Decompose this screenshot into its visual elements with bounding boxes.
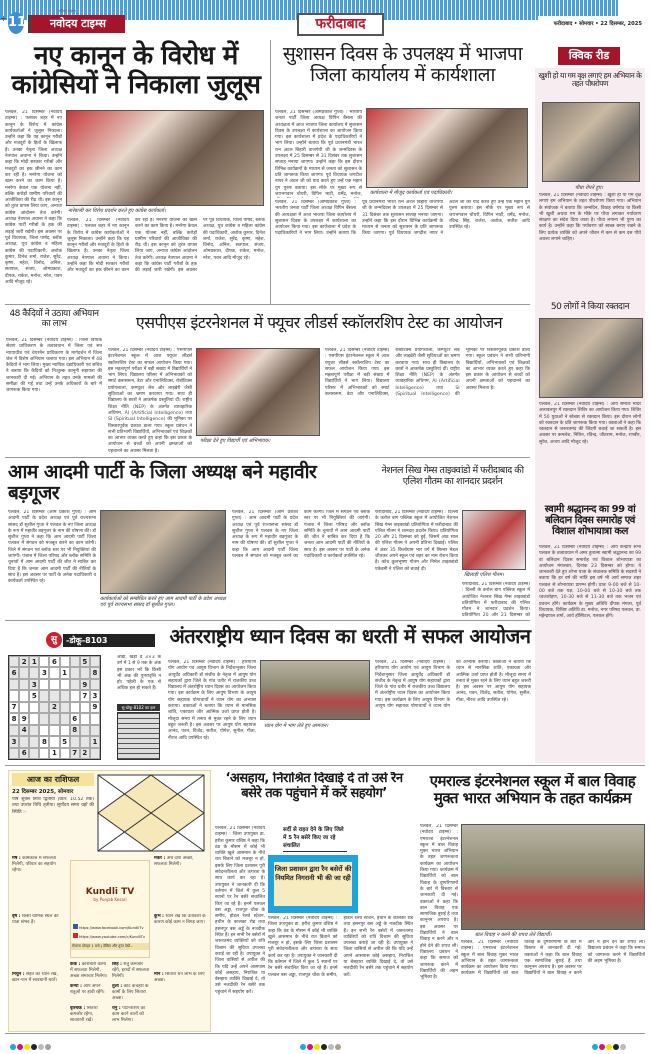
sudoku-cell: 7 — [70, 748, 80, 759]
quick-read-1-caption: पौधा रोपते हुए। — [575, 185, 604, 191]
sudoku-cell: 6 — [9, 667, 19, 678]
emerald-photo — [461, 824, 645, 930]
sudoku-cell: 1 — [90, 736, 100, 747]
sudoku-cell — [39, 748, 49, 759]
rashifal-sign-name: धनु : — [112, 1006, 121, 1011]
rashifal-sign-name: मेष : — [12, 856, 21, 861]
sudoku-cell: 8 — [70, 725, 80, 736]
quick-read-2-body: पलवल, 21 दिसम्बर (नवोदय टाइम्स) : आर्य समाज मंदिर अलावलपुर में रक्तदान शिविर का आयोजन किया गया। शिविर में 50 युवाओं ने स्वेच्छा से रक्तदान किया। इस दौरान लोगों को रक्तदान के प्रति जागरूक किया गया। वक्ताओं ने कहा कि रक्तदान से जरूरतमंद की जिंदगी बचाई जा सकती है। इस अवसर पर कमलेश, नितिन, रविन्द्र, जीतराम, मनोज, रणबीर, सुरेश, अजय आदि मौजूद रहे। — [539, 402, 641, 445]
meditation-headline: अंतरराष्ट्रीय ध्यान दिवस का धरती में सफल आयोजन — [169, 624, 531, 648]
sudoku-cell — [70, 656, 80, 667]
quick-read-1-body: पलवल, 21 दिसम्बर (नवोदय टाइम्स) : खुशी हो या गम वृक्ष लगाएं हम अभियान के तहत पौधरोपण किया गया। अभियान के संयोजक ने बताया कि जन्मदिन, विवाह वर्षगांठ या किसी भी खुशी अथवा गम के मौके पर पौधा लगाकर पर्यावरण संरक्षण का संदेश दिया जाता है। पौधा लगाना भी पुण्य का कार्य है। उन्होंने कहा कि पर्यावरण को स्वच्छ बनाए रखने के लिए प्रत्येक व्यक्ति को अपने जीवन में कम से कम दस पौधे अवश्य लगाने चाहिए। — [539, 193, 641, 243]
rashifal-panchang: पौष शुक्ल तिथि द्वितीया (प्रात: 10.52 तक) तथा उपरांत तिथि तृतीया। सूर्योदय समय ग्रहों की स्थिति :- — [12, 797, 94, 815]
quick-read-1-photo — [542, 102, 640, 182]
rashifal-sign — [12, 972, 66, 1028]
rashifal-sign-name: वृश्चिक : — [70, 1006, 86, 1011]
rashifal-sign — [112, 1006, 150, 1027]
registration-mark: + — [0, 14, 7, 23]
sudoku-cell: 2 — [49, 702, 59, 713]
rashifal-sign-name: कुंभ : — [154, 914, 164, 919]
sudoku-cell: 9 — [19, 713, 29, 724]
meditation-caption: ध्यान योग में भाग लेते हुए आमजन। — [264, 723, 329, 729]
rashifal-sign-name: सिंह : — [112, 962, 122, 967]
rashifal-sign-name: मकर : — [154, 856, 166, 861]
lead-headline: नए कानून के विरोध में कांग्रेसियों ने निकाला जुलूस — [11, 41, 261, 101]
sudoku-cell — [19, 679, 29, 690]
sudoku-cell: 6 — [70, 713, 80, 724]
sudoku-cell — [90, 748, 100, 759]
taekwondo-headline: नेशनल सिख गेम्स ताइक्वांडो में फरीदाबाद की एलिश गौतम का शानदार प्रदर्शन — [381, 465, 524, 487]
sudoku-cell — [90, 656, 100, 667]
sudoku-cell: 5 — [80, 656, 90, 667]
sudoku-cell — [19, 736, 29, 747]
emerald-headline: एमराल्ड इंटरनेशनल स्कूल में बाल विवाह मुक्त भारत अभियान के तहत कार्यक्रम — [429, 773, 636, 807]
sudoku-cell — [80, 667, 90, 678]
rashifal-sign — [154, 856, 208, 912]
rashifal-sign — [70, 984, 108, 1005]
sudoku-cell — [80, 725, 90, 736]
kundli-tv-footer: रोजाना दोपहर 1 बजे | देखिए और तुरंत देखें... — [71, 943, 149, 950]
emerald-body-left: पलवल, 21 दिसम्बर (नवोदय टाइम्स) : एमराल्ड इंटरनेशनल स्कूल में बाल विवाह मुक्त भारत अभियान के तहत जागरूकता कार्यक्रम का आयोजन किया गया। कार्यक्रम में विद्यार्थियों को बाल विवाह के दुष्परिणामों के बारे में विस्तार से जानकारी दी गई। वक्ताओं ने कहा कि बाल विवाह एक सामाजिक बुराई है तथा कानूनन अपराध है। इस अवसर पर विद्यार्थियों ने बाल विवाह न करने और न होने देने की शपथ ली। विद्यालय प्रबंधन ने कहा कि समाज को जागरूक करने में विद्यार्थियों की अहम भूमिका है। — [420, 824, 458, 981]
quick-read-3-body: पलवल, 21 दिसम्बर (नवोदय टाइम्स) : आर्य केन्द्रीय सभा पलवल के तत्वावधान में अमर हुतात्मा स्वामी श्रद्धानन्द का 99 वां बलिदान दिवस समारोह एवं विशाल शोभायात्रा का आयोजन मंगलवार, दिनांक 23 दिसम्बर को होगा। ये जानकारी देते हुए शोभा यात्रा के संचालक समिति के सदस्यों ने बताया कि हर वर्ष की भांति इस वर्ष भी आर्य समाज शहर पलवल से शोभायात्रा प्रारम्भ होगी। प्रातः 9-00 बजे से 10-00 बजे तक यज्ञ, 10-00 बजे से 10-30 बजे तक ध्वजारोहण, 10-30 बजे से 11-30 बजे तक भजन एवं प्रवचन होंगे। कार्यक्रम के मुख्य अतिथि दीपक मंगला, पूर्व विधायक, विशिष्ट अतिथि डा. मनोज, नगर परिषद पलवल, डा. महेन्द्रपाल शर्मा, आर्य हॉस्पिटल, पलवल होंगे। — [539, 545, 641, 620]
rashifal-sign-text: किसी धार्मिक स्थल की यात्रा संभव है। — [12, 914, 59, 925]
sudoku-cell — [60, 748, 70, 759]
sudoku-instructions: आड़ी, खड़ी व 3×3 के वर्ग में 1 से 9 तक के अंक इस प्रकार भरें कि किसी भी अंक की पुनरावृत्ति न हो। पहेली के एक से अधिक हल हो सकते हैं। — [117, 655, 161, 692]
rashifal-sign — [70, 1006, 108, 1027]
sudoku-cell: 5 — [29, 690, 39, 701]
footer-rule — [5, 1033, 645, 1034]
rashifal-sign — [12, 856, 66, 912]
sudoku-cell — [39, 725, 49, 736]
rashifal-sign-text: कारोबारी कामों में सफलता मिलेगी, अच्छा समाचार मिलेगा। — [70, 962, 108, 979]
sudoku-cell: 2 — [80, 748, 90, 759]
section-rule — [5, 457, 530, 458]
aap-photo — [100, 510, 226, 594]
sudoku-cell — [70, 690, 80, 701]
sudoku-cell — [70, 679, 80, 690]
aap-body-intro: पलवल, 21 दिसम्बर (ओम प्रकाश गुप्ता) : आम आदमी पार्टी के प्रदेश अध्यक्ष एवं पूर्व राज्यसभा सांसद डॉ सुशील गुप्ता ने पलवल के नए जिला अध्यक्ष के रूप में महावीर बड़गूजर के नाम की घोषणा की। डॉ सुशील गुप्ता ने कहा कि आम आदमी पार्टी जिला पलवल में संगठन को मजबूत करने का काम करेगी। जिले में संगठन एवं ब्लॉक स्तर पर भी नियुक्तियां की जाएंगी। पंजाब में जिला परिषद और ब्लॉक समिति के चुनावों में आम आदमी पार्टी की जीत ने साबित कर दिया है कि जनता आम आदमी पार्टी की नीतियों के साथ है। इस अवसर पर पार्टी के अनेक पदाधिकारी व कार्यकर्ता उपस्थित रहे। — [8, 510, 96, 585]
sudoku-cell: 3 — [39, 667, 49, 678]
meditation-photo — [260, 660, 370, 720]
sudoku-cell: 9 — [90, 702, 100, 713]
taekwondo-body: फरीदाबाद, 21 दिसम्बर (नवोदय टाइम्स) : दिल्ली के करोल बाग पब्लिक स्कूल में आयोजित नेशनल सिख गेम्स ताइक्वांडो प्रतियोगिता में फरीदाबाद की एलिश गौतम ने शानदार प्रदर्शन किया। प्रतियोगिता 20 और 21 दिसम्बर को हुई, जिसमें आठ साल की एलिश गौतम ने अपनी प्रतिभा दिखाई। एलिश ने अंडर 35 किलोग्राम भार वर्ग में सिल्वर मेडल जीतकर अपने स्कूल एवं शहर का नाम रोशन किया है। कोच कुलभूषण गौतम और निर्मल ताइक्वांडो एकेडमी ने एलिश को बधाई दी। — [375, 510, 458, 572]
sudoku-cell — [60, 702, 70, 713]
aap-headline: आम आदमी पार्टी के जिला अध्यक्ष बने महावीर बड़गूजर — [8, 461, 317, 505]
prisoners-headline: 48 कैदियों ने उठाया अभियान का लाभ — [9, 309, 99, 330]
sudoku-cell — [60, 713, 70, 724]
rashifal-sign-name: वृष : — [12, 914, 21, 919]
quick-read-2-photo — [539, 318, 643, 398]
shelter-body-left: पलवल, 21 दिसम्बर (नवोदय टाइम्स) : जिला उपायुक्त डा. हरीश कुमार वशिष्ठ ने कहा कि ठंड के मौसम में कोई भी व्यक्ति खुले आसमान के नीचे रात बिताने को मजबूर न हो, इसके लिए जिला प्रशासन पूरी संवेदनशीलता और तत्परता के साथ कार्य कर रहा है। उपायुक्त ने जानकारी दी कि वर्तमान में जिले में कुल 5 स्थानों पर रैन बसेरे संचालित किए जा रहे हैं। इनमें पलवल बस अड्डा, राजपूत चौक के समीप, होडल रेलवे स्टेशन, हथीन के कालका रोड तथा हसनपुर बस अड्डे के नजदीक स्थित हैं। इन सभी रैन बसेरों में जरूरतमंद व्यक्तियों को रात्रि विश्राम की सुविधा उपलब्ध कराई जा रही है। उपायुक्त ने जिला वासियों से अपील की कि यदि उन्हें अपने आसपास कोई असहाय, निराश्रित या बेसहारा व्यक्ति दिखाई दे, तो उसे नजदीकी रैन बसेरे तक पहुंचाने में सहयोग करें। — [215, 826, 265, 995]
sudoku-cell — [49, 725, 59, 736]
section-city-tag: फरीदाबाद — [297, 13, 384, 36]
sudoku-cell — [29, 725, 39, 736]
sudoku-cell — [60, 679, 70, 690]
sudoku-cell: 1 — [29, 656, 39, 667]
aap-body: पलवल, 21 दिसम्बर (ओम प्रकाश गुप्ता) : आम आदमी पार्टी के प्रदेश अध्यक्ष एवं पूर्व राज्यसभा सांसद डॉ सुशील गुप्ता ने पलवल के नए जिला अध्यक्ष के रूप में महावीर बड़गूजर के नाम की घोषणा की। डॉ सुशील गुप्ता ने कहा कि आम आदमी पार्टी जिला पलवल में संगठन को मजबूत करने का काम करेगी। जिले में संगठन एवं ब्लॉक स्तर पर भी नियुक्तियां की जाएंगी। पंजाब में जिला परिषद और ब्लॉक समिति के चुनावों में आम आदमी पार्टी की जीत ने साबित कर दिया है कि जनता आम आदमी पार्टी की नीतियों के साथ है। इस अवसर पर पार्टी के अनेक पदाधिकारी व कार्यकर्ता उपस्थित रहे। — [232, 510, 370, 560]
rashifal-sign-text: पार्टनरशिप का काम करने वालों को लाभ मिलेगा। — [112, 1006, 146, 1023]
rashifal-sign-name: तुला : — [112, 984, 123, 989]
sps-body: पलवल, 21 दिसम्बर (नवोदय टाइम्स) : एसपीएस इंटरनेशनल स्कूल में आज फ्यूचर लीडर्स स्कॉलरशिप टेस्ट का सफल आयोजन किया गया। इस महत्वपूर्ण परीक्षा में बड़ी संख्या में विद्यार्थियों ने भाग लिया। विद्यालय परिसर में अभिभावकों को स्मार्ट क्लासरूम, डेटा और एनालिटिक्स, रोबोटिक्स प्रयोगशाला, कम्प्यूटर लैब और लाइब्रेरी जैसी सुविधाओं का भ्रमण करवाया गया। साथ ही विद्यालय के छात्रों ने आकर्षक प्रस्तुतियां दीं। राष्ट्रीय शिक्षा नीति (NEP) के अंतर्गत व्यावहारिक अधिगम, AI (Artificial Intelligence) तथा SI (Spiritual Intelligence) की भूमिका पर विस्तारपूर्वक प्रकाश डाला गया। स्कूल प्रबंधन ने सभी प्रतिभागी विद्यार्थियों, अभिभावकों एवं शिक्षकों का आभार व्यक्त करते हुए कहा कि इस प्रकार के आयोजन से बच्चों को अपनी क्षमताओं को पहचानने का अवसर मिलता है। — [325, 348, 530, 398]
sudoku-cell: 4 — [19, 725, 29, 736]
lead-body-intro: पलवल, 21 दिसम्बर (नवोदय टाइम्स) : पलवल शहर में नए कानून के विरोध में कांग्रेस कार्यकर्ताओं ने जुलूस निकाला। उन्होंने कहा कि यह कानून गरीबों और मजदूरों के हितों के खिलाफ है। उनका नेतृत्व जिला अध्यक्ष नेत्रपाल अधाना ने किया। उन्होंने कहा कि मोदी सरकार गरीबों और मजदूरों का हक छीनने का काम कर रही है। मनरेगा योजना को खत्म करने का काम किया है। मनरेगा केवल एक योजना नहीं, बल्कि करोड़ों ग्रामीण परिवारों की आजीविका की रीढ़ थी। इस कानून को तुरंत वापस लिया जाए, अन्यथा कांग्रेस आंदोलन तेज करेगी। अध्यक्ष नेत्रपाल अधाना ने कहा कि कांग्रेस पार्टी गरीबों के हक की लड़ाई जारी रखेगी। इस अवसर पर पूर्व विधायक, जिला पार्षद, ब्लॉक अध्यक्ष, यूथ कांग्रेस व महिला कांग्रेस की पदाधिकारी, अशोक कुमार, दिनेश शर्मा, राजेश, सुरेंद्र, कृष्ण, महेश, विनोद, अनिल, सतपाल, संजय, ओमप्रकाश, दीपक, राकेश, मनोज, नरेश, पवन आदि मौजूद रहे। — [5, 110, 62, 286]
sudoku-cell — [70, 736, 80, 747]
kundli-chart — [97, 774, 205, 852]
bjp-photo — [366, 108, 528, 188]
sudoku-cell: 2 — [19, 656, 29, 667]
facebook-icon — [73, 924, 78, 929]
sudoku-cell — [19, 667, 29, 678]
dateline: फरीदाबाद • सोमवार • 22 दिसम्बर, 2025 — [538, 16, 642, 32]
facebook-url: https://www.facebook.com/KundliTv — [79, 926, 144, 930]
sudoku-cell — [90, 679, 100, 690]
sudoku-cell — [29, 702, 39, 713]
sudoku-cell: 3 — [90, 690, 100, 701]
sudoku-cell — [39, 679, 49, 690]
sudoku-cell — [80, 713, 90, 724]
sudoku-cell — [60, 725, 70, 736]
taekwondo-caption: खिलाड़ी एलिश गौतम। — [464, 572, 504, 578]
kundli-tv-brand: Kundli TV — [85, 887, 135, 897]
sudoku-cell: 3 — [9, 736, 19, 747]
sudoku-solution-grid — [117, 712, 160, 760]
rashifal-sign-text: ध्यान रखें कि उतावली के कारण कोई काम न बिगड़ जाए। — [154, 914, 206, 925]
sudoku-cell — [49, 667, 59, 678]
sudoku-cell — [9, 656, 19, 667]
sudoku-cell — [39, 690, 49, 701]
prisoners-body: पलवल, 21 दिसम्बर (नवोदय टाइम्स) : जिला विधिक सेवाएं प्राधिकरण के तत्वावधान में जिला एवं सत्र न्यायाधीश एवं चेयरमैन प्राधिकरण के मार्गदर्शन में जिला जेल में विशेष अभियान चलाया गया। इस अभियान में 48 कैदियों ने भाग लिया। मुख्य न्यायिक दंडाधिकारी एवं सचिव ने बताया कि कैदियों को निःशुल्क कानूनी सहायता की जानकारी दी गई। अभियान के तहत उनके मामलों की समीक्षा की गई तथा उन्हें उनके अधिकारों के बारे में जागरूक किया गया। — [6, 338, 102, 394]
sudoku-cell — [49, 713, 59, 724]
shelter-subhead: सर्दी से राहत देने के लिए जिले में 5 रैन बसेरे किए जा रहे संचालित — [283, 826, 347, 852]
rashifal-sign-name: मिथुन : — [12, 972, 25, 977]
sps-headline: एसपीएस इंटरनेशनल में फ्यूचर लीडर्स स्कॉलरशिप टेस्ट का आयोजन — [135, 313, 503, 332]
sudoku-cell: 5 — [60, 736, 70, 747]
kundli-tv-tagline: by Punjab Kesari — [93, 897, 127, 902]
lead-body: पलवल, 21 दिसम्बर (नवोदय टाइम्स) : पलवल शहर में नए कानून के विरोध में कांग्रेस कार्यकर्ताओं ने जुलूस निकाला। उन्होंने कहा कि यह कानून गरीबों और मजदूरों के हितों के खिलाफ है। उनका नेतृत्व जिला अध्यक्ष नेत्रपाल अधाना ने किया। उन्होंने कहा कि मोदी सरकार गरीबों और मजदूरों का हक छीनने का काम कर रही है। मनरेगा योजना को खत्म करने का काम किया है। मनरेगा केवल एक योजना नहीं, बल्कि करोड़ों ग्रामीण परिवारों की आजीविका की रीढ़ थी। इस कानून को तुरंत वापस लिया जाए, अन्यथा कांग्रेस आंदोलन तेज करेगी। अध्यक्ष नेत्रपाल अधाना ने कहा कि कांग्रेस पार्टी गरीबों के हक की लड़ाई जारी रखेगी। इस अवसर पर पूर्व विधायक, जिला पार्षद, ब्लॉक अध्यक्ष, यूथ कांग्रेस व महिला कांग्रेस की पदाधिकारी, अशोक कुमार, दिनेश शर्मा, राजेश, सुरेंद्र, कृष्ण, महेश, विनोद, अनिल, सतपाल, संजय, ओमप्रकाश, दीपक, राकेश, मनोज, नरेश, पवन आदि मौजूद रहे। — [67, 218, 265, 274]
rashifal-sign-name: कर्क : — [70, 962, 81, 967]
section-rule — [5, 304, 530, 305]
sudoku-cell — [9, 679, 19, 690]
sudoku-cell — [60, 656, 70, 667]
masthead-small-label: नवोदय टाइम्स — [58, 9, 76, 13]
sudoku-cell — [80, 702, 90, 713]
sudoku-solution-title: सु-डोकू-8102 का हल — [117, 704, 160, 711]
kundli-tv-ad — [70, 860, 150, 958]
sudoku-cell — [9, 748, 19, 759]
quick-read-1-headline: खुशी हो या गम वृक्ष लगाएं हम अभियान के तहत पौधरोपण — [538, 71, 642, 89]
quick-read-2-headline: 50 लोगों ने किया रक्तदान — [550, 302, 630, 312]
shelter-body: पलवल, 21 दिसम्बर (नवोदय टाइम्स) : जिला उपायुक्त डा. हरीश कुमार वशिष्ठ ने कहा कि ठंड के मौसम में कोई भी व्यक्ति खुले आसमान के नीचे रात बिताने को मजबूर न हो, इसके लिए जिला प्रशासन पूरी संवेदनशीलता और तत्परता के साथ कार्य कर रहा है। उपायुक्त ने जानकारी दी कि वर्तमान में जिले में कुल 5 स्थानों पर रैन बसेरे संचालित किए जा रहे हैं। इनमें पलवल बस अड्डा, राजपूत चौक के समीप, होडल रेलवे स्टेशन, हथीन के कालका रोड तथा हसनपुर बस अड्डे के नजदीक स्थित हैं। इन सभी रैन बसेरों में जरूरतमंद व्यक्तियों को रात्रि विश्राम की सुविधा उपलब्ध कराई जा रही है। उपायुक्त ने जिला वासियों से अपील की कि यदि उन्हें अपने आसपास कोई असहाय, निराश्रित या बेसहारा व्यक्ति दिखाई दे, तो उसे नजदीकी रैन बसेरे तक पहुंचाने में सहयोग करें। — [268, 916, 413, 978]
facebook-link[interactable] — [71, 924, 149, 930]
sudoku-cell: 3 — [29, 679, 39, 690]
sudoku-cell: 8 — [90, 667, 100, 678]
sudoku-cell — [90, 725, 100, 736]
rashifal-sign-text: कामकाज में सफलता मिलेगी, परिवार का सहयोग रहेगा। — [12, 856, 57, 873]
masthead-logo: नवोदय टाइम्स — [28, 15, 125, 33]
rashifal-sign — [12, 914, 66, 970]
sudoku-cell: 8 — [9, 713, 19, 724]
rashifal-sign-text: अर्थ दशा अच्छी, सफलता मिलेगी। — [154, 856, 194, 867]
rashifal-sign-text: शत्रु कमजोर रहेंगे, इरादों में सफलता मिलेगी। — [112, 962, 150, 979]
rashifal-sign — [112, 984, 150, 1005]
section-rule — [5, 765, 645, 766]
sudoku-cell: 7 — [80, 690, 90, 701]
sps-caption: परीक्षा देते हुए विद्यार्थी एवं अभिभावक। — [200, 438, 271, 444]
bjp-body: पलवल, 21 दिसम्बर (ओमप्रकाश गुप्ता) : भारतीय जनता पार्टी जिला अध्यक्ष विपिन बैंसला की अध्यक्षता में आज भाजपा जिला कार्यालय में सुशासन दिवस के उपलक्ष्य में कार्यशाला का आयोजन किया गया। इस कार्यशाला में प्रदेश के पदाधिकारियों ने भाग लिया। उन्होंने बताया कि पूर्व प्रधानमंत्री भारत रत्न अटल बिहारी वाजपेयी जी के जन्मदिवस के उपलक्ष्य में 25 दिसम्बर से 31 दिसंबर तक सुशासन सप्ताह मनाया जाएगा। उन्होंने कहा कि इस दौरान विभिन्न कार्यक्रमों के माध्यम से जनता को सुशासन के प्रति जागरूक किया जाएगा। पूर्व विधायक जगदीश नायर ने अटल जी को याद करते हुए उन्हें एक महान युग पुरुष बताया। इस मौके पर मुख्य रूप से जयभगवान चौधरी, विपिन भाटी, धर्मेंद्र, मनोज, रविन्द्र सिंह, राजेश, अशोक, सतीश आदि उपस्थित रहे। — [275, 200, 530, 237]
rashifal-sign — [154, 914, 208, 970]
lead-caption: नारेबाजी कर विरोध प्रदर्शन करते हुए कांग्रेस कार्यकर्ता। — [68, 208, 166, 214]
quick-read-label: क्विक रीड — [558, 47, 620, 65]
sudoku-cell — [49, 679, 59, 690]
sudoku-cell — [19, 702, 29, 713]
sudoku-cell — [49, 690, 59, 701]
bjp-headline: सुशासन दिवस के उपलक्ष्य में भाजपा जिला कार्यालय में कार्यशाला — [282, 43, 523, 87]
taekwondo-body-lower: फरीदाबाद, 21 दिसम्बर (नवोदय टाइम्स) : दिल्ली के करोल बाग पब्लिक स्कूल में आयोजित नेशनल सिख गेम्स ताइक्वांडो प्रतियोगिता में फरीदाबाद की एलिश गौतम ने शानदार प्रदर्शन किया। प्रतियोगिता 20 और 21 दिसम्बर को — [462, 582, 530, 618]
meditation-body: पलवल, 21 दिसम्बर (नवोदय टाइम्स) : हरियाणा योग आयोग एवं आयुष विभाग के निर्देशानुसार जिला आयुर्वेद अधिकारी डॉ संजीव के नेतृत्व में आयुष योग सहायकों द्वारा जिले के गांव धतीर में राजकीय उच्च विद्यालय में अंतर्राष्ट्रीय ध्यान दिवस का आयोजन किया गया। इस कार्यक्रम के लिए आयुष विभाग के आयुष योग सहायक योगाचार्यों ने ध्यान योग का अभ्यास कराया। वक्ताओं ने बताया कि ध्यान से मानसिक शांति, एकाग्रता और आत्मिक उर्जा प्राप्त होती है। मौजूदा समय में तनाव से मुक्त रहने के लिए ध्यान बहुत जरूरी है। इस अवसर पर आयुष योग सहायक आनंद, पवन, विजेंद्र, सतीश, योगेश, सुनील, गीता, नीरज आदि उपस्थित रहे। — [375, 660, 531, 710]
shelter-headline: ‘असहाय, निराश्रित दिखाई दे तो उसे रैन बसेरे तक पहुंचाने में करें सहयोग’ — [225, 772, 403, 801]
sudoku-title: -डोकू-8103 — [63, 634, 155, 647]
sudoku-cell — [60, 690, 70, 701]
rashifal-title: आज का राशिफल — [12, 773, 94, 786]
aap-caption: कार्यकर्ताओं को सम्बोधित करते हुए आम आदमी पार्टी के प्रदेश अध्यक्ष एवं पूर्व राज्यसभा सांसद डॉ सुशील गुप्ता। — [100, 596, 226, 608]
rashifal-sign-text: सेहत का ध्यान रखें, खान-पान में सावधानी बरतें। — [12, 972, 58, 983]
sudoku-cell — [70, 667, 80, 678]
sudoku-grid — [8, 655, 101, 760]
sudoku-cell — [9, 690, 19, 701]
sudoku-cell — [9, 725, 19, 736]
youtube-link[interactable] — [71, 933, 149, 939]
rashifal-sign — [154, 972, 208, 1028]
sudoku-title-letter: सु — [46, 632, 62, 648]
shelter-callout: जिला प्रशासन द्वारा रैन बसेरों की नियमित निगरानी भी की जा रही — [274, 862, 352, 906]
sps-body-intro: पलवल, 21 दिसम्बर (नवोदय टाइम्स) : एसपीएस इंटरनेशनल स्कूल में आज फ्यूचर लीडर्स स्कॉलरशिप टेस्ट का सफल आयोजन किया गया। इस महत्वपूर्ण परीक्षा में बड़ी संख्या में विद्यार्थियों ने भाग लिया। विद्यालय परिसर में अभिभावकों को स्मार्ट क्लासरूम, डेटा और एनालिटिक्स, रोबोटिक्स प्रयोगशाला, कम्प्यूटर लैब और लाइब्रेरी जैसी सुविधाओं का भ्रमण करवाया गया। साथ ही विद्यालय के छात्रों ने आकर्षक प्रस्तुतियां दीं। राष्ट्रीय शिक्षा नीति (NEP) के अंतर्गत व्यावहारिक अधिगम, AI (Artificial Intelligence) तथा SI (Spiritual Intelligence) की भूमिका पर विस्तारपूर्वक प्रकाश डाला गया। स्कूल प्रबंधन ने सभी प्रतिभागी विद्यार्थियों, अभिभावकों एवं शिक्षकों का आभार व्यक्त करते हुए कहा कि इस प्रकार के आयोजन से बच्चों को अपनी क्षमताओं को पहचानने का अवसर मिलता है। — [108, 348, 192, 454]
sudoku-cell — [49, 736, 59, 747]
sudoku-cell — [80, 736, 90, 747]
rashifal-sign-name: कन्या : — [70, 984, 82, 989]
sudoku-cell — [19, 690, 29, 701]
sudoku-cell — [29, 736, 39, 747]
emerald-body: पलवल, 21 दिसम्बर (नवोदय टाइम्स) : एमराल्ड इंटरनेशनल स्कूल में बाल विवाह मुक्त भारत अभियान के तहत जागरूकता कार्यक्रम का आयोजन किया गया। कार्यक्रम में विद्यार्थियों को बाल विवाह के दुष्परिणामों के बारे में विस्तार से जानकारी दी गई। वक्ताओं ने कहा कि बाल विवाह एक सामाजिक बुराई है तथा कानूनन अपराध है। इस अवसर पर विद्यार्थियों ने बाल विवाह न करने और न होने देने की शपथ ली। विद्यालय प्रबंधन ने कहा कि समाज को जागरूक करने में विद्यार्थियों की अहम भूमिका है। — [461, 940, 645, 977]
rashifal-sign-text: सितारा कमजोर रहेगा, सावधानी रखें। — [70, 1006, 98, 1023]
rashifal-date: 22 दिसम्बर 2025, सोमवार — [12, 789, 74, 795]
sudoku-cell: 6 — [49, 656, 59, 667]
color-registration-dots — [10, 1035, 52, 1054]
sudoku-cell — [29, 748, 39, 759]
meditation-body-left: पलवल, 21 दिसम्बर (नवोदय टाइम्स) : हरियाणा योग आयोग एवं आयुष विभाग के निर्देशानुसार जिला आयुर्वेद अधिकारी डॉ संजीव के नेतृत्व में आयुष योग सहायकों द्वारा जिले के गांव धतीर में राजकीय उच्च विद्यालय में अंतर्राष्ट्रीय ध्यान दिवस का आयोजन किया गया। इस कार्यक्रम के लिए आयुष विभाग के आयुष योग सहायक योगाचार्यों ने ध्यान योग का अभ्यास कराया। वक्ताओं ने बताया कि ध्यान से मानसिक शांति, एकाग्रता और आत्मिक उर्जा प्राप्त होती है। मौजूदा समय में तनाव से मुक्त रहने के लिए ध्यान बहुत जरूरी है। इस अवसर पर आयुष योग सहायक आनंद, पवन, विजेंद्र, सतीश, योगेश, सुनील, गीता, नीरज आदि उपस्थित रहे। — [168, 660, 256, 741]
color-registration-dots — [300, 1035, 342, 1054]
rashifal-sign — [70, 962, 108, 983]
bjp-body-intro: पलवल, 21 दिसम्बर (ओमप्रकाश गुप्ता) : भारतीय जनता पार्टी जिला अध्यक्ष विपिन बैंसला की अध्यक्षता में आज भाजपा जिला कार्यालय में सुशासन दिवस के उपलक्ष्य में कार्यशाला का आयोजन किया गया। इस कार्यशाला में प्रदेश के पदाधिकारियों ने भाग लिया। उन्होंने बताया कि पूर्व प्रधानमंत्री भारत रत्न अटल बिहारी वाजपेयी जी के जन्मदिवस के उपलक्ष्य में 25 दिसम्बर से 31 दिसंबर तक सुशासन सप्ताह मनाया जाएगा। उन्होंने कहा कि इस दौरान विभिन्न कार्यक्रमों के माध्यम से जनता को सुशासन के प्रति जागरूक किया जाएगा। पूर्व विधायक जगदीश नायर ने अटल जी को याद करते हुए उन्हें एक महान युग पुरुष बताया। इस मौके पर मुख्य रूप से जयभगवान चौधरी, विपिन भाटी, धर्मेंद्र, मनोज, — [275, 110, 362, 197]
youtube-url: https://www.youtube.com/c/KundliTv — [79, 935, 145, 939]
sudoku-cell — [90, 713, 100, 724]
rashifal-sign — [112, 962, 150, 983]
sudoku-cell — [39, 713, 49, 724]
sudoku-cell — [29, 713, 39, 724]
lead-photo — [66, 110, 264, 206]
rashifal-sign-text: सितारा धन लाभ के लिए अच्छा। — [154, 972, 205, 983]
page-number-badge: 11 — [8, 12, 24, 34]
column-rule — [270, 40, 271, 305]
bjp-caption: कार्यशाला में मौजूद कार्यकर्ता एवं पदाधिकारी। — [370, 190, 453, 196]
taekwondo-photo — [462, 510, 526, 570]
sudoku-cell: 1 — [60, 667, 70, 678]
rashifal-sign-name: मीन : — [154, 972, 164, 977]
sudoku-cell — [39, 656, 49, 667]
sudoku-cell — [70, 702, 80, 713]
rashifal-sign-text: आप अपने शत्रुओं पर हावी रहेंगे। — [70, 984, 105, 995]
youtube-icon — [73, 933, 78, 938]
sudoku-cell: 7 — [9, 702, 19, 713]
sudoku-cell: 8 — [39, 736, 49, 747]
sudoku-cell: 1 — [49, 748, 59, 759]
quick-read-3-headline: स्वामी श्रद्धानन्द का 99 वां बलिदान दिवस समारोह एवं विशाल शोभायात्रा कल — [544, 504, 636, 538]
section-rule — [5, 620, 530, 621]
sudoku-cell — [39, 702, 49, 713]
rashifal-sign-text: कोर्ट कचहरी के कामों के लिए सितारा अच्छा। — [112, 984, 149, 1001]
color-registration-dots — [592, 1035, 627, 1054]
sudoku-cell — [29, 667, 39, 678]
emerald-caption: बाल विवाह न करने की शपथ लेते विद्यार्थी। — [475, 932, 552, 938]
sudoku-cell: 9 — [80, 679, 90, 690]
sudoku-cell: 6 — [19, 748, 29, 759]
shelter-callout-box — [268, 855, 358, 913]
sps-photo — [196, 348, 320, 436]
